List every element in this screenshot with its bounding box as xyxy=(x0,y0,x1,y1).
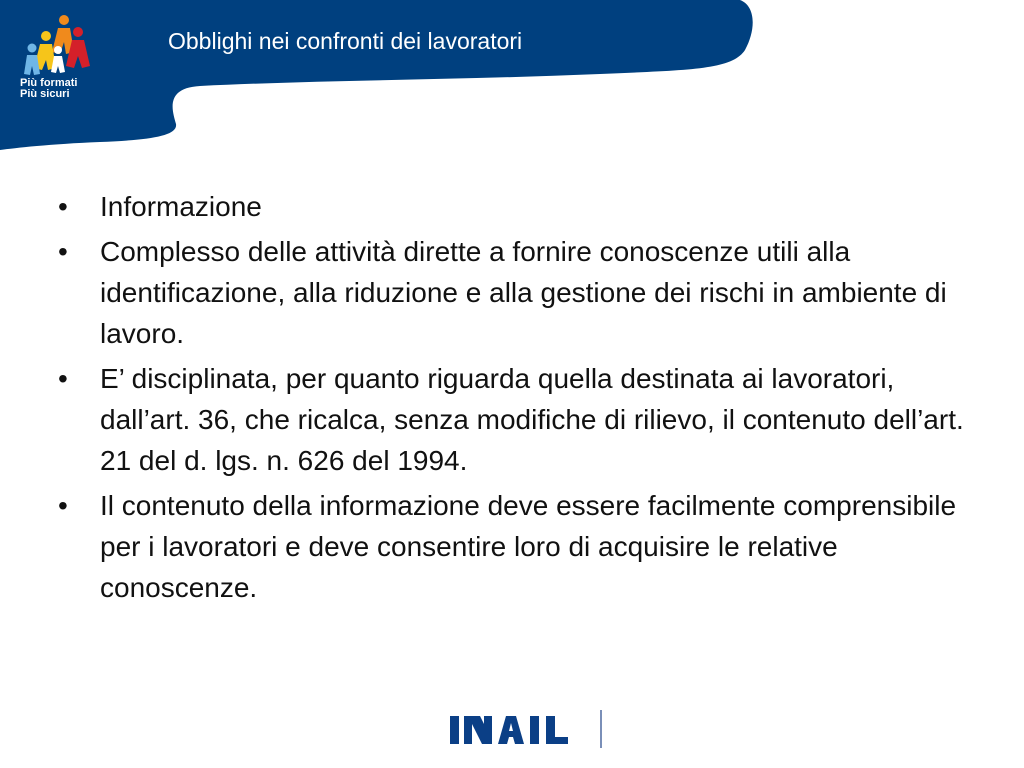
slide-title: Obblighi nei confronti dei lavoratori xyxy=(168,28,523,54)
footer-divider xyxy=(600,710,602,748)
bullet-item xyxy=(58,358,978,481)
logo-caption-line1: Più formati xyxy=(20,77,78,89)
bullet-icon: • xyxy=(58,490,68,521)
bullet-icon: • xyxy=(58,236,68,267)
bullet-item xyxy=(58,485,978,608)
bullet-text: E’ disciplinata, per quanto riguarda quella destinata ai lavoratori, dall’art. 36, che ricalca, senza modifiche di rilievo, il contenuto dell’art. 21 del d. lgs. n. 626 del 1994. xyxy=(100,363,964,476)
bullet-icon: • xyxy=(58,363,68,394)
bullet-list xyxy=(58,186,978,612)
bullet-text: Informazione xyxy=(100,191,262,222)
bullet-text: Il contenuto della informazione deve essere facilmente comprensibile per i lavoratori e deve consentire loro di acquisire le relative conoscenze. xyxy=(100,490,957,603)
logo-caption xyxy=(20,78,77,100)
bullet-item xyxy=(58,231,978,354)
header-banner xyxy=(0,0,760,150)
logo-caption-line2: Più sicuri xyxy=(20,88,70,100)
bullet-text: Complesso delle attività dirette a fornire conoscenze utili alla identificazione, alla riduzione e alla gestione dei rischi in ambiente di lavoro. xyxy=(100,236,947,349)
bullet-icon: • xyxy=(58,191,68,222)
bullet-item xyxy=(58,186,978,227)
inail-logo-icon xyxy=(448,708,588,752)
